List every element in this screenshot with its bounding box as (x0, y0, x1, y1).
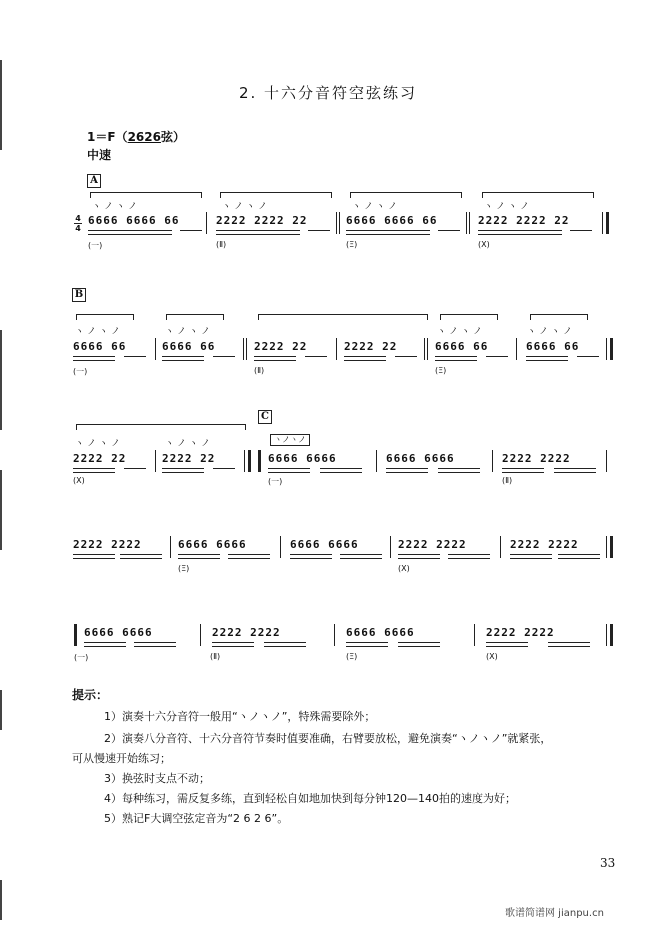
note-beam (502, 468, 544, 473)
bowing-marks: ヽノヽノ (165, 327, 214, 337)
key-prefix: 1＝F（ (87, 130, 128, 144)
binder-edge (0, 880, 2, 920)
note-beam (570, 230, 592, 231)
note-beam (212, 642, 254, 647)
bowing-box: ヽノヽノ (270, 434, 310, 446)
barline (474, 624, 475, 646)
note-beam (526, 356, 568, 361)
note-beam (548, 642, 590, 647)
measure-notes: 6666 66 (73, 340, 127, 353)
note-beam (438, 468, 480, 473)
measure-notes: 2222 2222 22 (478, 214, 570, 227)
bow-slur (440, 314, 498, 320)
key-signature (87, 128, 185, 145)
measure-notes: 6666 6666 (268, 452, 337, 465)
tips-heading: 提示： (72, 688, 109, 702)
tempo-marking: 中速 (87, 148, 112, 162)
note-beam (124, 468, 146, 469)
measure-notes: 6666 6666 (178, 538, 247, 551)
note-beam (558, 554, 600, 559)
string-position: (Ⅱ) (502, 476, 513, 485)
string-position: (X) (73, 476, 85, 485)
note-beam (346, 230, 430, 235)
string-position: (Ξ) (346, 652, 358, 661)
barline (602, 212, 603, 234)
tip-item: 3）换弦时支点不动； (104, 772, 210, 785)
barline (155, 450, 156, 472)
barline (606, 536, 607, 558)
note-beam (178, 554, 220, 559)
note-beam (344, 356, 386, 361)
measure-notes: 2222 22 (344, 340, 398, 353)
note-beam (290, 554, 332, 559)
repeat-barline (74, 624, 77, 646)
bow-slur (220, 192, 332, 198)
tip-item: 5）熟记F大调空弦定音为“2 6 2 6”。 (104, 812, 289, 825)
tip-item: 2）演奏八分音符、十六分音符节奏时值要准确，右臂要放松，避免演奏“ヽノヽノ”就紧张， (104, 732, 552, 745)
binder-edge (0, 60, 2, 150)
barline (243, 338, 244, 360)
string-position: (Ξ) (346, 240, 358, 249)
meter-top: 4 (75, 214, 81, 223)
binder-edge (0, 330, 2, 430)
string-position: (X) (398, 564, 410, 573)
key-notes: 2626 (127, 130, 161, 144)
barline (492, 450, 493, 472)
final-barline (606, 212, 609, 234)
note-beam (395, 356, 417, 357)
string-position: (一) (73, 367, 88, 376)
bowing-marks: ヽノヽノ (222, 202, 271, 212)
barline (424, 338, 425, 360)
barline (466, 212, 467, 234)
note-beam (435, 356, 477, 361)
note-beam (386, 468, 428, 473)
note-beam (120, 554, 162, 559)
measure-notes: 2222 2222 (510, 538, 579, 551)
bow-slur (76, 424, 246, 430)
string-position: (Ⅱ) (210, 652, 221, 661)
note-beam (308, 230, 330, 231)
barline (280, 536, 281, 558)
measure-notes: 2222 2222 (502, 452, 571, 465)
string-position: (一) (74, 653, 89, 662)
measure-notes: 6666 6666 66 (88, 214, 180, 227)
measure-notes: 6666 66 (162, 340, 216, 353)
note-beam (228, 554, 270, 559)
measure-notes: 6666 6666 (84, 626, 153, 639)
barline (170, 536, 171, 558)
note-beam (73, 468, 115, 473)
note-beam (340, 554, 382, 559)
bowing-marks: ヽノヽノ (527, 327, 576, 337)
note-beam (213, 468, 235, 469)
barline (244, 450, 245, 472)
note-beam (73, 356, 115, 361)
barline (606, 450, 607, 472)
note-beam (448, 554, 490, 559)
bow-slur (258, 314, 428, 320)
barline (469, 212, 470, 234)
key-suffix: 弦） (160, 130, 185, 144)
barline (390, 536, 391, 558)
meter-bottom: 4 (75, 224, 81, 233)
note-beam (398, 554, 440, 559)
section-label-c: C (258, 410, 272, 424)
bowing-marks: ヽノヽノ (75, 439, 124, 449)
note-beam (577, 356, 599, 357)
barline (376, 450, 377, 472)
bow-slur (530, 314, 588, 320)
note-beam (216, 230, 300, 235)
barline (334, 624, 335, 646)
note-beam (124, 356, 146, 357)
final-barline (248, 450, 251, 472)
measure-notes: 6666 6666 66 (346, 214, 438, 227)
bowing-marks: ヽノヽノ (352, 202, 401, 212)
binder-edge (0, 690, 2, 730)
string-position: (Ξ) (178, 564, 190, 573)
barline (336, 212, 337, 234)
measure-notes: 2222 2222 (398, 538, 467, 551)
barline (516, 338, 517, 360)
section-label-b: B (72, 288, 86, 302)
note-beam (346, 642, 388, 647)
final-barline (610, 624, 613, 646)
page-title: 2. 十六分音符空弦练习 (238, 84, 418, 102)
note-beam (84, 642, 126, 647)
barline (336, 338, 337, 360)
bow-slur (90, 192, 202, 198)
barline (246, 338, 247, 360)
note-beam (510, 554, 552, 559)
note-beam (213, 356, 235, 357)
measure-notes: 2222 2222 (73, 538, 142, 551)
note-beam (398, 642, 440, 647)
repeat-barline (258, 450, 261, 472)
final-barline (610, 338, 613, 360)
bowing-marks: ヽノヽノ (484, 202, 533, 212)
measure-notes: 6666 6666 (386, 452, 455, 465)
barline (206, 212, 207, 234)
note-beam (554, 468, 596, 473)
measure-notes: 6666 6666 (290, 538, 359, 551)
string-position: (X) (486, 652, 498, 661)
section-label-a: A (87, 174, 101, 188)
string-position: (Ξ) (435, 366, 447, 375)
note-beam (73, 554, 115, 559)
measure-notes: 6666 66 (526, 340, 580, 353)
measure-notes: 6666 66 (435, 340, 489, 353)
measure-notes: 2222 22 (73, 452, 127, 465)
time-signature (74, 214, 82, 233)
barline (606, 624, 607, 646)
barline (427, 338, 428, 360)
note-beam (438, 230, 460, 231)
barline (606, 338, 607, 360)
string-position: (Ⅱ) (216, 240, 227, 249)
note-beam (162, 356, 204, 361)
bow-slur (482, 192, 594, 198)
bowing-marks: ヽノヽノ (75, 327, 124, 337)
measure-notes: 6666 6666 (346, 626, 415, 639)
note-beam (264, 642, 306, 647)
string-position: (一) (88, 241, 103, 250)
bow-slur (350, 192, 462, 198)
page-number: 33 (600, 856, 616, 870)
measure-notes: 2222 2222 22 (216, 214, 308, 227)
note-beam (180, 230, 202, 231)
barline (200, 624, 201, 646)
tip-item: 1）演奏十六分音符一般用“ヽノヽノ”，特殊需要除外； (104, 710, 376, 723)
bow-slur (166, 314, 224, 320)
final-barline (610, 536, 613, 558)
measure-notes: 2222 22 (162, 452, 216, 465)
barline (155, 338, 156, 360)
measure-notes: 2222 2222 (212, 626, 281, 639)
note-beam (268, 468, 310, 473)
measure-notes: 2222 2222 (486, 626, 555, 639)
tip-item: 4）每种练习，需反复多练，直到轻松自如地加快到每分钟120—140拍的速度为好； (104, 792, 516, 805)
note-beam (486, 356, 508, 357)
bowing-marks: ヽノヽノ (92, 202, 141, 212)
string-position: (Ⅱ) (254, 366, 265, 375)
note-beam (134, 642, 176, 647)
barline (339, 212, 340, 234)
string-position: (一) (268, 477, 283, 486)
binder-edge (0, 470, 2, 550)
tip-item: 可从慢速开始练习； (72, 752, 171, 765)
bowing-marks: ヽノヽノ (437, 327, 486, 337)
note-beam (88, 230, 172, 235)
note-beam (320, 468, 362, 473)
watermark: 歌谱简谱网 jianpu.cn (505, 908, 604, 919)
note-beam (254, 356, 296, 361)
note-beam (162, 468, 204, 473)
bowing-marks: ヽノヽノ (165, 439, 214, 449)
note-beam (305, 356, 327, 357)
barline (500, 536, 501, 558)
measure-notes: 2222 22 (254, 340, 308, 353)
string-position: (X) (478, 240, 490, 249)
note-beam (486, 642, 528, 647)
bow-slur (76, 314, 134, 320)
note-beam (478, 230, 562, 235)
